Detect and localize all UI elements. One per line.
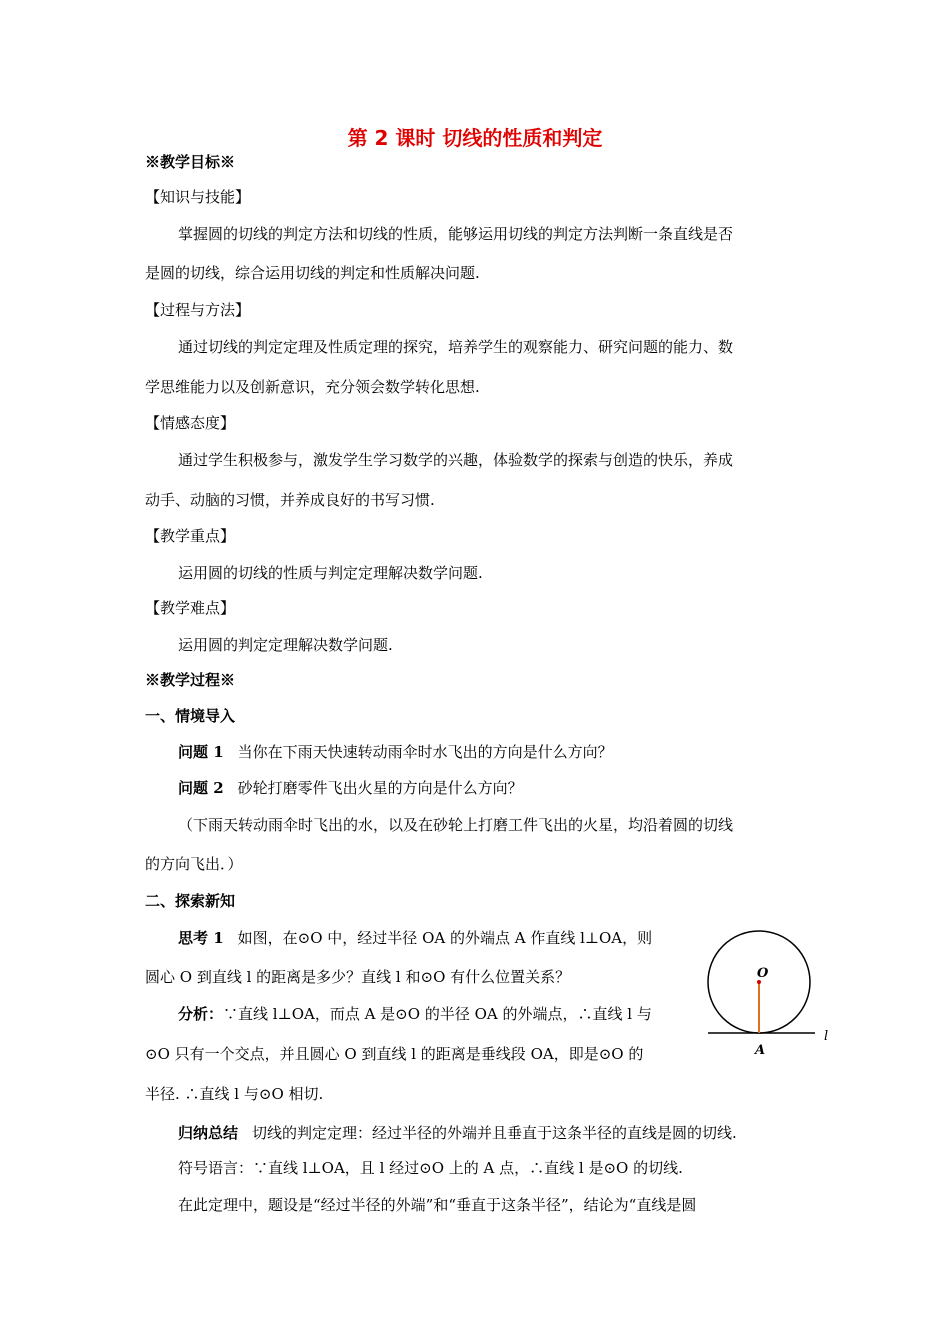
knowledge-paragraph-line1: 掌握圆的切线的判定方法和切线的性质，能够运用切线的判定方法判断一条直线是否 [178, 225, 734, 243]
center-label-o: O [757, 966, 769, 981]
key-point-heading: 【教学重点】 [145, 527, 236, 545]
theorem-explanation-line: 在此定理中，题设是“经过半径的外端”和“垂直于这条半径”，结论为“直线是圆 [178, 1196, 697, 1214]
question-1-label: 问题 1 [178, 743, 224, 761]
question-2 [178, 778, 523, 798]
knowledge-heading: 【知识与技能】 [145, 188, 251, 206]
analysis-label: 分析： [178, 1005, 224, 1023]
think-1-line2: 圆心 O 到直线 l 的距离是多少？直线 l 和⊙O 有什么位置关系？ [145, 968, 571, 986]
emotion-paragraph-line1: 通过学生积极参与，激发学生学习数学的兴趣，体验数学的探索与创造的快乐，养成 [178, 451, 734, 469]
explore-heading: 二、探索新知 [145, 892, 236, 910]
summary-text: 切线的判定定理：经过半径的外端并且垂直于这条半径的直线是圆的切线. [252, 1124, 737, 1142]
process-paragraph-line2: 学思维能力以及创新意识，充分领会数学转化思想. [145, 378, 480, 396]
intro-heading: 一、情境导入 [145, 707, 236, 725]
goals-heading: ※教学目标※ [145, 153, 236, 171]
answer-line1: （下雨天转动雨伞时飞出的水，以及在砂轮上打磨工件飞出的火星，均沿着圆的切线 [178, 816, 734, 834]
emotion-heading: 【情感态度】 [145, 414, 236, 432]
analysis-line3: 半径. ∴直线 l 与⊙O 相切. [145, 1085, 324, 1103]
symbol-language-line: 符号语言：∵直线 l⊥OA，且 l 经过⊙O 上的 A 点，∴直线 l 是⊙O 的切线. [178, 1159, 683, 1177]
difficult-point-text: 运用圆的判定定理解决数学问题. [178, 636, 393, 654]
line-label-l: l [824, 1029, 829, 1044]
summary-line [178, 1123, 737, 1143]
process-method-heading: 【过程与方法】 [145, 301, 251, 319]
question-1-text: 当你在下雨天快速转动雨伞时水飞出的方向是什么方向？ [237, 743, 613, 761]
question-2-label: 问题 2 [178, 779, 224, 797]
summary-label: 归纳总结 [178, 1124, 239, 1142]
question-1 [178, 742, 613, 762]
page-title: 第 2 课时 切线的性质和判定 [347, 126, 603, 150]
teaching-process-heading: ※教学过程※ [145, 671, 236, 689]
think-1-label: 思考 1 [178, 929, 224, 947]
analysis-line1 [178, 1004, 652, 1024]
tangent-circle-figure [700, 925, 840, 1060]
analysis-text: ∵直线 l⊥OA，而点 A 是⊙O 的半径 OA 的外端点，∴直线 l 与 [223, 1005, 652, 1023]
knowledge-paragraph-line2: 是圆的切线，综合运用切线的判定和性质解决问题. [145, 264, 480, 282]
emotion-paragraph-line2: 动手、动脑的习惯，并养成良好的书写习惯. [145, 491, 435, 509]
question-2-text: 砂轮打磨零件飞出火星的方向是什么方向？ [237, 779, 523, 797]
answer-line2: 的方向飞出．） [145, 855, 243, 873]
point-label-a: A [755, 1043, 766, 1058]
analysis-line2: ⊙O 只有一个交点，并且圆心 O 到直线 l 的距离是垂线段 OA，即是⊙O 的 [145, 1045, 644, 1063]
difficult-point-heading: 【教学难点】 [145, 599, 236, 617]
key-point-text: 运用圆的切线的性质与判定定理解决数学问题. [178, 564, 483, 582]
think-1-line1 [178, 928, 652, 948]
process-paragraph-line1: 通过切线的判定定理及性质定理的探究，培养学生的观察能力、研究问题的能力、数 [178, 338, 734, 356]
think-1-text: 如图，在⊙O 中，经过半径 OA 的外端点 A 作直线 l⊥OA，则 [237, 929, 653, 947]
